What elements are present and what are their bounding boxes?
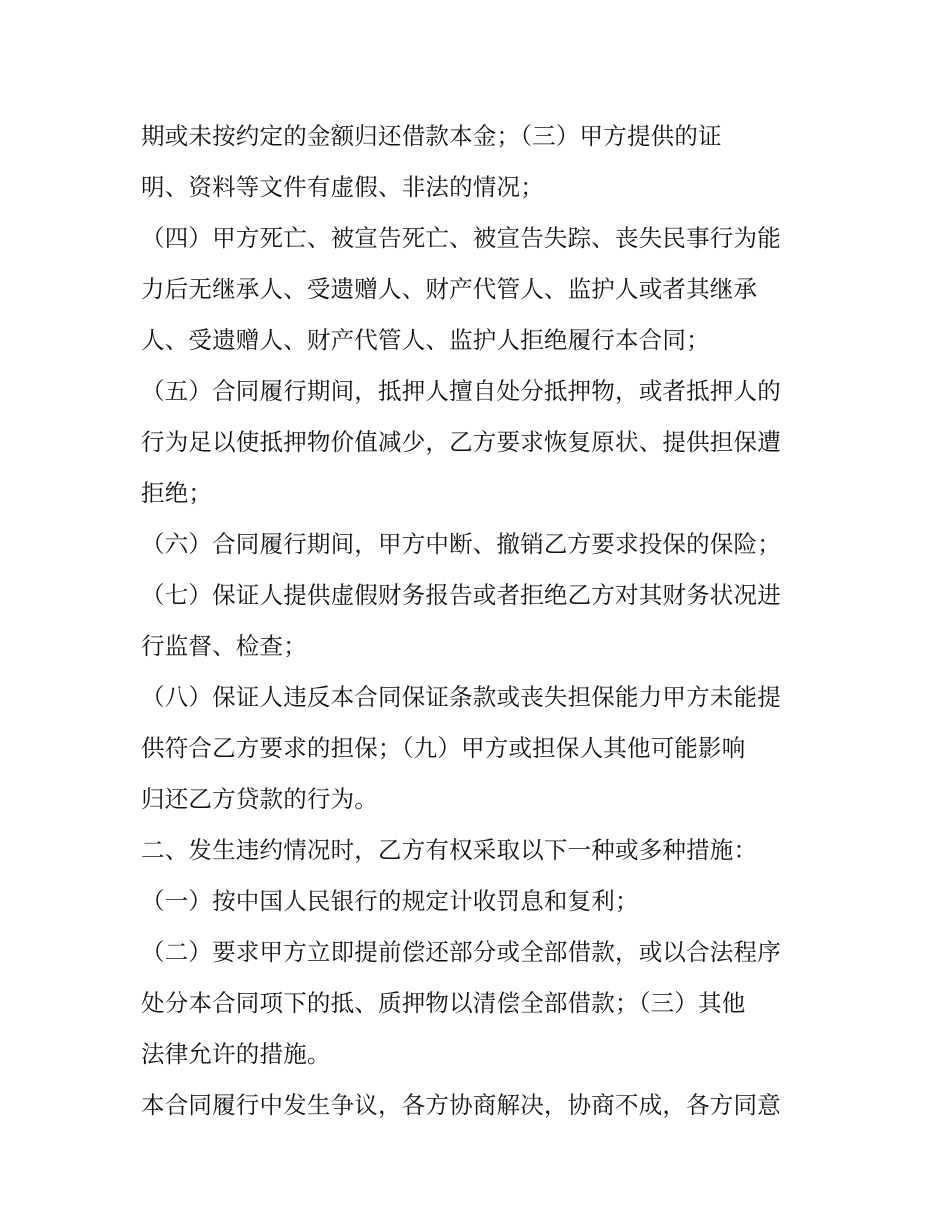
text-line: 二、发生违约情况时，乙方有权采取以下一种或多种措施： xyxy=(141,836,758,864)
text-line: 拒绝； xyxy=(141,479,213,507)
text-line: 行为足以使抵押物价值减少，乙方要求恢复原状、提供担保遭 xyxy=(141,428,781,456)
text-line: （八）保证人违反本合同保证条款或丧失担保能力甲方未能提 xyxy=(141,683,781,711)
text-line: （七）保证人提供虚假财务报告或者拒绝乙方对其财务状况进 xyxy=(141,581,781,609)
text-line: 力后无继承人、受遗赠人、财产代管人、监护人或者其继承 xyxy=(141,275,758,303)
text-line: （四）甲方死亡、被宣告死亡、被宣告失踪、丧失民事行为能 xyxy=(141,224,781,252)
text-line: （六）合同履行期间，甲方中断、撤销乙方要求投保的保险； xyxy=(141,530,781,558)
text-line: 处分本合同项下的抵、质押物以清偿全部借款；（三）其他 xyxy=(141,989,746,1017)
text-line: （五）合同履行期间，抵押人擅自处分抵押物，或者抵押人的 xyxy=(141,377,781,405)
text-line: 明、资料等文件有虚假、非法的情况； xyxy=(141,173,544,201)
text-line: 归还乙方贷款的行为。 xyxy=(141,785,378,813)
text-line: （一）按中国人民银行的规定计收罚息和复利； xyxy=(141,887,639,915)
text-line: 法律允许的措施。 xyxy=(141,1040,331,1068)
document-body xyxy=(141,111,821,1131)
text-line: （二）要求甲方立即提前偿还部分或全部借款，或以合法程序 xyxy=(141,938,781,966)
text-line: 人、受遗赠人、财产代管人、监护人拒绝履行本合同； xyxy=(141,326,710,354)
text-line: 本合同履行中发生争议，各方协商解决，协商不成，各方同意 xyxy=(141,1091,781,1119)
text-line: 期或未按约定的金额归还借款本金；（三）甲方提供的证 xyxy=(141,122,722,150)
text-line: 供符合乙方要求的担保；（九）甲方或担保人其他可能影响 xyxy=(141,734,746,762)
text-line: 行监督、检查； xyxy=(141,632,307,660)
